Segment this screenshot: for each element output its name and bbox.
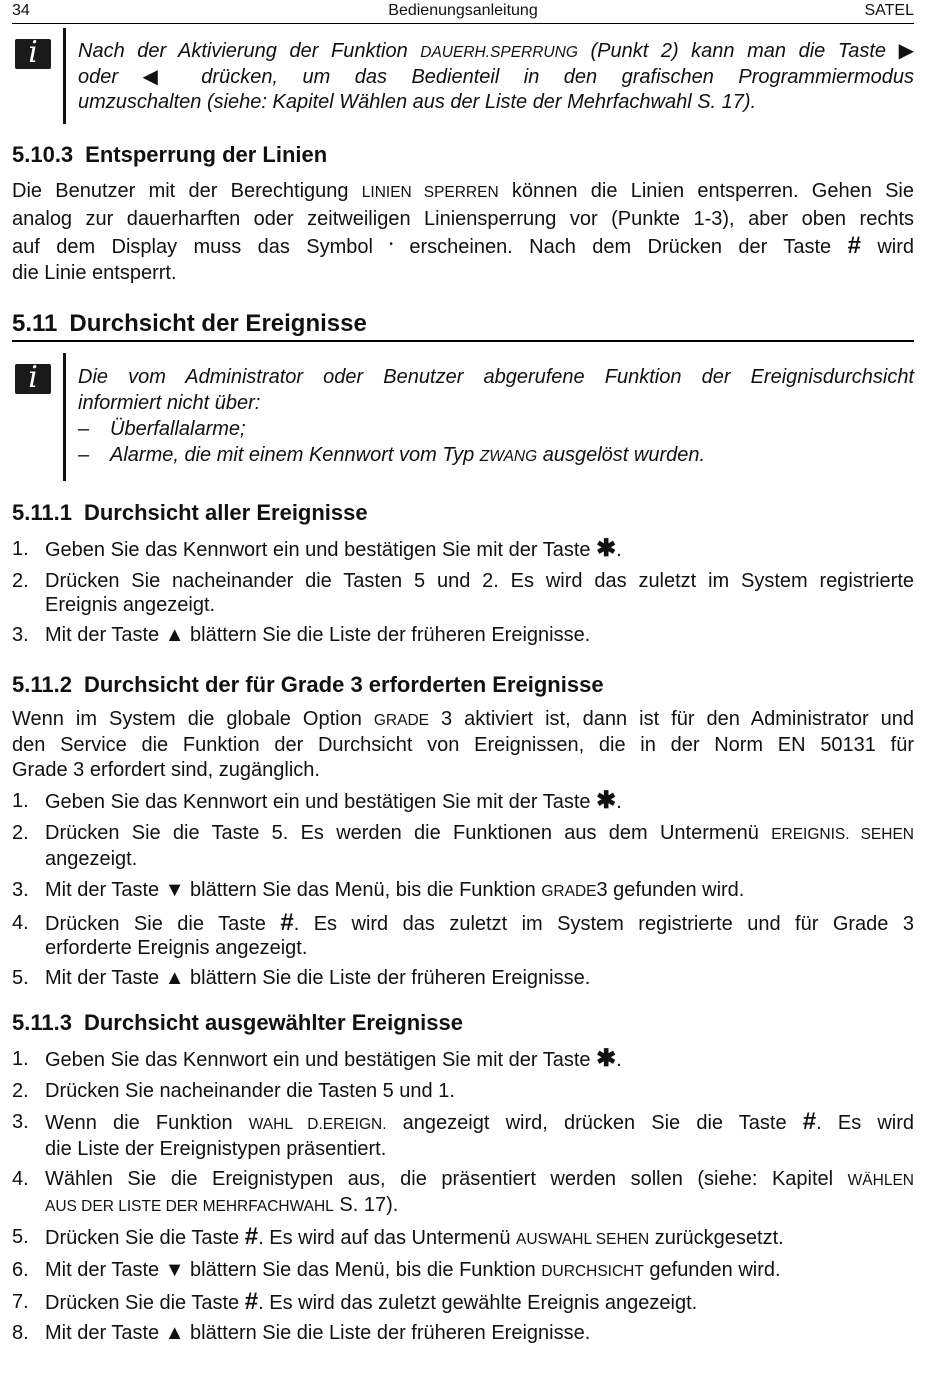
paragraph: Die Benutzer mit der Berechtigung LINIEN SPERREN können die Linien entsperren. Gehen Sie analog zur dauerharften oder zeitweiligen Liniensperrung vor (Punkte 1-3), aber oben rechts auf dem Display muss das Symbol • erscheinen. Nach dem Drücken der Taste # wird die Linie entsperrt. [12,180,915,284]
list-item: 4. Drücken Sie die Taste #. Es wird das zuletzt im System registrierte und für Grade 3 erforderte Ereignis angezeigt. [12,909,914,959]
list-item: 3. Mit der Taste ▼ blättern Sie das Menü, bis die Funktion GRADE3 gefunden wird. [12,879,745,901]
star-key-icon: ✱ [596,787,617,814]
hash-key-icon: # [244,1223,259,1250]
list-item: 5. Mit der Taste ▲ blättern Sie die Liste der früheren Ereignisse. [12,967,591,989]
list-item: – Überfallalarme; [78,418,246,440]
arrow-up-icon: ▲ [164,967,185,989]
chapter-heading: 5.11 Durchsicht der Ereignisse [12,310,914,342]
list-item: 4. Wählen Sie die Ereignistypen aus, die präsentiert werden sollen (siehe: Kapitel WÄHLEN AUS DER LISTE DER MEHRFACHWAHL S. 17). [12,1168,914,1216]
star-key-icon: ✱ [596,535,617,562]
paragraph: Wenn im System die globale Option GRADE 3 aktiviert ist, dann ist für den Administrator und den Service die Funktion der Durchsicht von Ereignissen, die in der Norm EN 50131 für Grade 3 erfordert sind, zugänglich. [12,708,915,781]
note-line: oder ◀ drücken, um das Bedienteil in den grafischen Programmiermodus [78,66,914,88]
star-key-icon: ✱ [596,1045,617,1072]
list-item: 3. Wenn die Funktion WAHL D.EREIGN. angezeigt wird, drücken Sie die Taste #. Es wird die Liste der Ereignistypen präsentiert. [12,1108,915,1160]
section-heading: 5.11.1 Durchsicht aller Ereignisse [12,500,368,525]
info-icon: i [15,39,51,69]
arrow-left-icon: ◀ [142,66,177,88]
section-heading: 5.10.3 Entsperrung der Linien [12,142,328,167]
note-line: Die vom Administrator oder Benutzer abgerufene Funktion der Ereignisdurchsicht [78,366,914,388]
arrow-down-icon: ▼ [164,879,185,901]
list-item: 2. Drücken Sie die Taste 5. Es werden die Funktionen aus dem Untermenü EREIGNIS. SEHEN angezeigt. [12,822,914,870]
list-item: 3. Mit der Taste ▲ blättern Sie die Liste der früheren Ereignisse. [12,624,591,646]
list-item: 1. Geben Sie das Kennwort ein und bestätigen Sie mit der Taste ✱. [12,787,622,814]
section-heading: 5.11.3 Durchsicht ausgewählter Ereignisse [12,1010,463,1035]
list-item: 2. Drücken Sie nacheinander die Tasten 5 und 2. Es wird das zuletzt im System registrierte Ereignis angezeigt. [12,570,914,616]
steps-list [12,537,914,647]
info-note [78,364,914,470]
hash-key-icon: # [280,909,294,936]
list-item: – Alarme, die mit einem Kennwort vom Typ ZWANG ausgelöst wurden. [78,444,706,466]
note-bar [63,353,66,481]
note-line: informiert nicht über: [78,392,261,414]
list-item: 1. Geben Sie das Kennwort ein und bestätigen Sie mit der Taste ✱. [12,1045,622,1072]
list-item: 5. Drücken Sie die Taste #. Es wird auf das Untermenü AUSWAHL SEHEN zurückgesetzt. [12,1223,784,1250]
hash-key-icon: # [802,1108,817,1135]
page-number: 34 [12,2,30,19]
note-line: Nach der Aktivierung der Funktion DAUERH.SPERRUNG (Punkt 2) kann man die Taste ▶ [78,40,915,62]
arrow-up-icon: ▲ [164,1322,185,1344]
steps-list [12,1047,914,1345]
list-item: 1. Geben Sie das Kennwort ein und bestätigen Sie mit der Taste ✱. [12,535,622,562]
info-icon: i [15,364,51,394]
page-header [12,0,914,24]
note-line: umzuschalten (siehe: Kapitel Wählen aus der Liste der Mehrfachwahl S. 17). [78,91,757,113]
hash-key-icon: # [244,1288,259,1315]
arrow-right-icon: ▶ [898,40,915,62]
dot-symbol-icon: • [389,239,393,250]
hash-key-icon: # [847,232,861,259]
info-note [78,39,914,115]
note-bar [63,28,66,124]
list-item: 2. Drücken Sie nacheinander die Tasten 5 und 1. [12,1080,455,1102]
list-item: 7. Drücken Sie die Taste #. Es wird das zuletzt gewählte Ereignis angezeigt. [12,1288,698,1315]
brand-name: SATEL [864,2,914,19]
document-title: Bedienungsanleitung [388,2,538,19]
arrow-up-icon: ▲ [164,624,185,646]
list-item: 8. Mit der Taste ▲ blättern Sie die Liste der früheren Ereignisse. [12,1322,591,1344]
section-heading: 5.11.2 Durchsicht der für Grade 3 erforderten Ereignisse [12,672,604,697]
arrow-down-icon: ▼ [164,1259,185,1281]
steps-list [12,789,914,990]
list-item: 6. Mit der Taste ▼ blättern Sie das Menü, bis die Funktion DURCHSICHT gefunden wird. [12,1259,781,1281]
